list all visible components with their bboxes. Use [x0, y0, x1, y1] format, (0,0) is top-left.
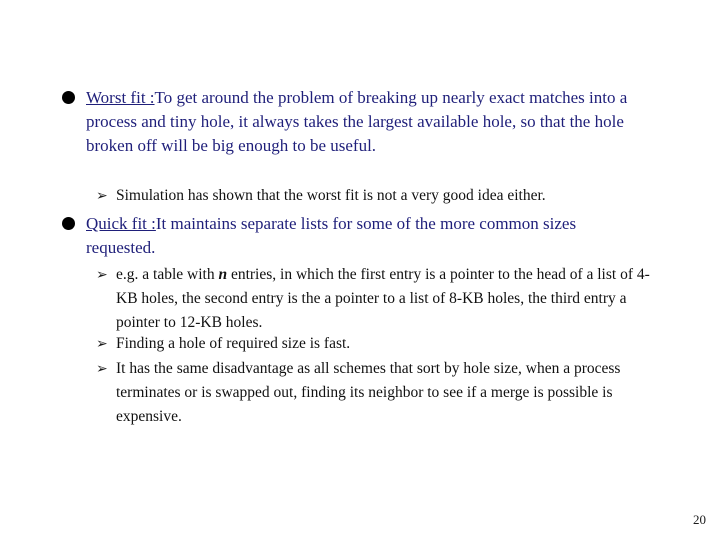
bullet-text	[86, 86, 633, 158]
term-worst-fit: Worst fit :	[86, 88, 155, 107]
sub-bullet-quick-fit-2	[96, 332, 671, 356]
bullet-worst-fit	[58, 86, 633, 158]
sub-bullet-pre: e.g. a table with	[116, 266, 219, 283]
sub-bullet-text	[116, 263, 671, 335]
page-number: 20	[693, 512, 706, 527]
sub-bullet-quick-fit-3	[96, 357, 671, 429]
sub-bullet-quick-fit-1	[96, 263, 671, 335]
sub-bullet-post: entries, in which the first entry is a pointer to the head of a list of 4-KB holes, the second entry is the a pointer to a list of 8-KB holes, the third entry a pointer to 12-KB holes.	[116, 266, 650, 331]
bullet-body: To get around the problem of breaking up nearly exact matches into a process and tiny hole, it always takes the largest available hole, so that the hole broken off will be big enough to be useful.	[86, 88, 628, 155]
bullet-dot-icon	[62, 91, 75, 104]
bullet-body: It maintains separate lists for some of the more common sizes requested.	[86, 214, 577, 257]
arrow-bullet-icon: ➢	[96, 361, 108, 377]
arrow-bullet-icon: ➢	[96, 336, 108, 352]
bullet-text	[86, 212, 633, 260]
sub-bullet-emphasis: n	[218, 266, 228, 283]
bullet-quick-fit	[58, 212, 633, 260]
arrow-bullet-icon: ➢	[96, 188, 108, 204]
sub-bullet-worst-fit-1	[96, 184, 671, 208]
sub-bullet-text: It has the same disadvantage as all schemes that sort by hole size, when a process terminates or is swapped out, finding its neighbor to see if a merge is possible is expensive.	[116, 360, 621, 425]
sub-bullet-text: Finding a hole of required size is fast.	[116, 335, 351, 352]
arrow-bullet-icon: ➢	[96, 267, 108, 283]
term-quick-fit: Quick fit :	[86, 214, 156, 233]
bullet-dot-icon	[62, 217, 75, 230]
sub-bullet-text: Simulation has shown that the worst fit is not a very good idea either.	[116, 187, 546, 204]
